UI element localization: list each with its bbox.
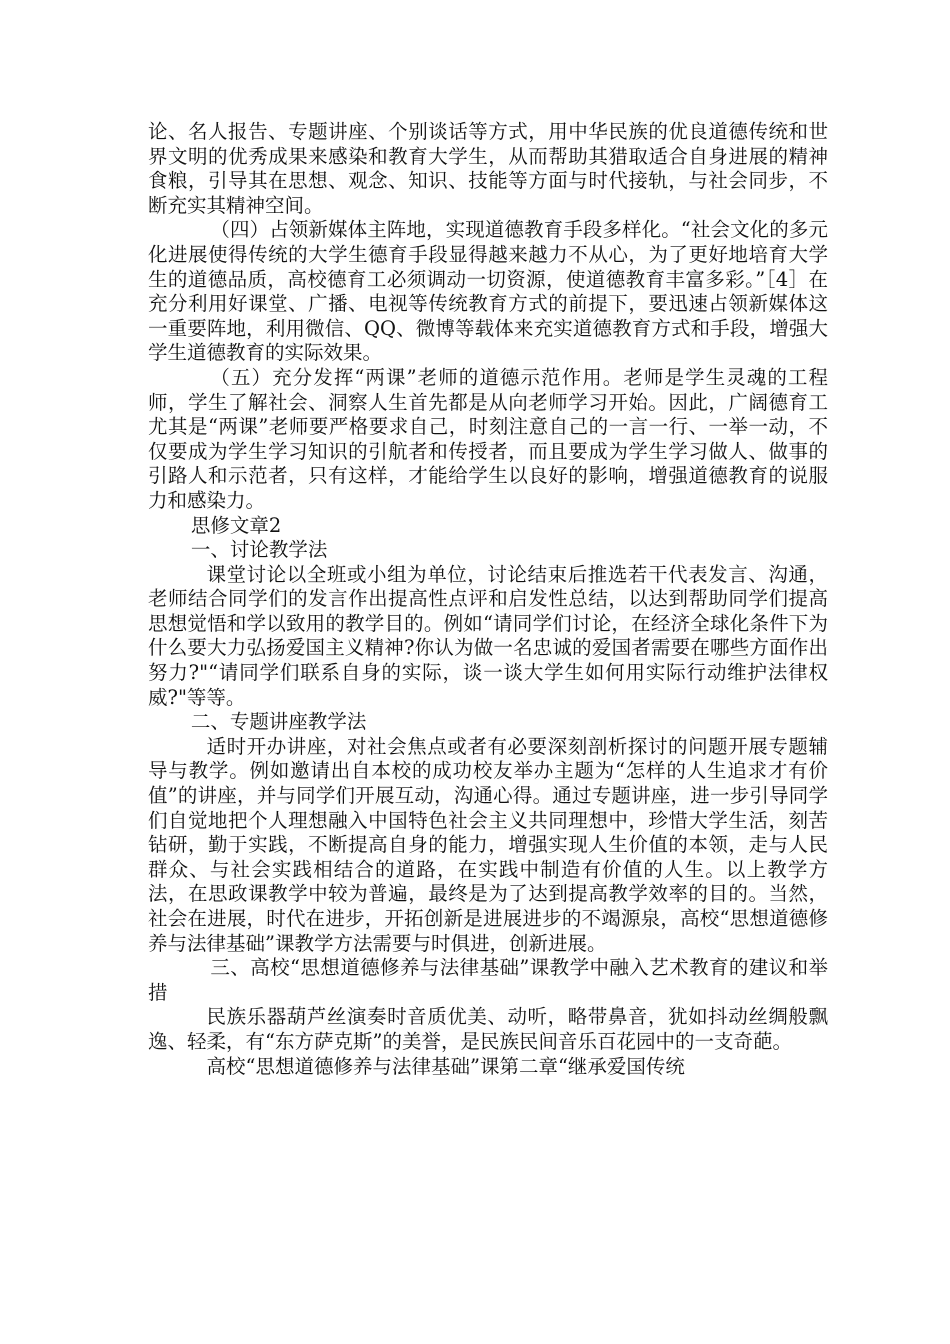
heading-art-education: 三、高校“思想道德修养与法律基础”课教学中融入艺术教育的建议和举措 (148, 956, 828, 1004)
heading-lecture-method: 二、专题讲座教学法 (190, 710, 367, 734)
document-page (148, 120, 828, 1079)
paragraph-section-five: （五）充分发挥“两课”老师的道德示范作用。老师是学生灵魂的工程师，学生了解社会、洞察人生首先都是从向老师学习开始。因此，广阔德育工尤其是“两课”老师要严格要求自己，时刻注意自己的一言一行、一举一动，不仅要成为学生学习知识的引航者和传授者，而且要成为学生学习做人、做事的引路人和示范者，只有这样，才能给学生以良好的影响，增强道德教育的说服力和感染力。 (148, 365, 828, 512)
paragraph-continuation: 论、名人报告、专题讲座、个别谈话等方式，用中华民族的优良道德传统和世界文明的优秀成果来感染和教育大学生，从而帮助其猎取适合自身进展的精神食粮，引导其在思想、观念、知识、技能等方面与时代接轨，与社会同步，不断充实其精神空间。 (148, 120, 828, 217)
paragraph-discussion: 课堂讨论以全班或小组为单位，讨论结束后推选若干代表发言、沟通，老师结合同学们的发言作出提高性点评和启发性总结，以达到帮助同学们提高思想觉悟和学以致用的教学目的。例如“请同学们讨论，在经济全球化条件下为什么要大力弘扬爱国主义精神?你认为做一名忠诚的爱国者需要在哪些方面作出努力?"“请同学们联系自身的实际，谈一谈大学生如何用实际行动维护法律权威?"等等。 (148, 562, 828, 709)
paragraph-chapter-two: 高校“思想道德修养与法律基础”课第二章“继承爱国传统 (206, 1054, 685, 1078)
heading-discussion-method: 一、讨论教学法 (190, 538, 328, 562)
paragraph-hulusi: 民族乐器葫芦丝演奏时音质优美、动听，略带鼻音，犹如抖动丝绸般飘逸、轻柔，有“东方萨克斯”的美誉，是民族民间音乐百花园中的一支奇葩。 (148, 1005, 828, 1053)
paragraph-section-four: （四）占领新媒体主阵地，实现道德教育手段多样化。“社会文化的多元化进展使得传统的大学生德育手段显得越来越力不从心，为了更好地培育大学生的道德品质，高校德育工必须调动一切资源，使道德教育丰富多彩。”［4］在充分利用好课堂、广播、电视等传统教育方式的前提下，要迅速占领新媒体这一重要阵地，利用微信、QQ、微博等载体来充实道德教育方式和手段，增强大学生道德教育的实际效果。 (148, 218, 828, 365)
article-heading: 思修文章2 (190, 513, 282, 537)
paragraph-lecture: 适时开办讲座，对社会焦点或者有必要深刻剖析探讨的问题开展专题辅导与教学。例如邀请出自本校的成功校友举办主题为“怎样的人生追求才有价值”的讲座，并与同学们开展互动，沟通心得。通过专题讲座，进一步引导同学们自觉地把个人理想融入中国特色社会主义共同理想中，珍惜大学生活，刻苦钻研，勤于实践，不断提高自身的能力，增强实现人生价值的本领，走与人民群众、与社会实践相结合的道路，在实践中制造有价值的人生。以上教学方法，在思政课教学中较为普遍，最终是为了达到提高教学效率的目的。当然，社会在进展，时代在进步，开拓创新是进展进步的不竭源泉，高校“思想道德修养与法律基础”课教学方法需要与时俱进，创新进展。 (148, 734, 828, 955)
